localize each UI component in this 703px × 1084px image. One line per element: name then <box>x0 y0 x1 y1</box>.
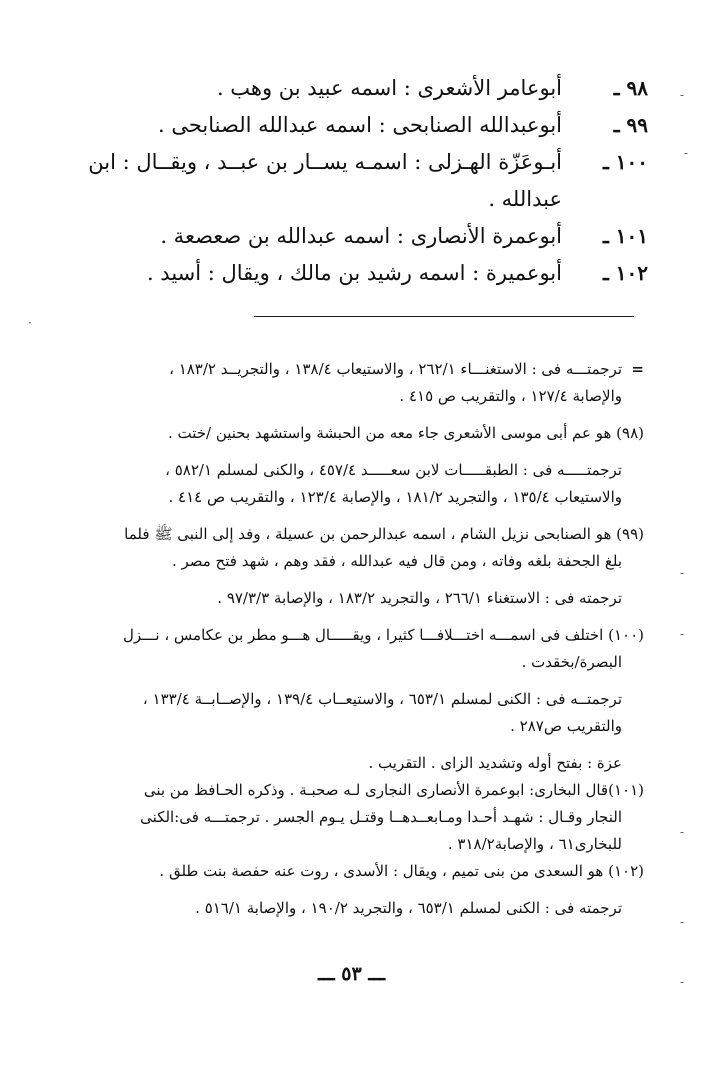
footnotes <box>96 356 644 922</box>
entry-text: أبوعامر الأشعرى : اسمه عبيد بن وهب . <box>216 76 562 100</box>
footnote-line: النجار وقـال : شهـد أحـدا ومـابعــدهــا وقتـل يـوم الجسر . ترجمتـــه فى:الكنى <box>140 808 622 826</box>
entry-number: ١٠٢ ـ <box>602 261 648 285</box>
entry-100-continuation: عبدالله . <box>488 187 562 211</box>
footnote-line: بلغ الجحفة بلغه وفاته ، ومن قال فيه عبدالله ، فقد وهم ، شهد فتح مصر . <box>171 552 622 570</box>
footnote-98: (٩٨) هو عم أبى موسى الأشعرى جاء معه من الحبشة واستشهد بحنين /ختت . <box>167 424 644 442</box>
margin-mark: · <box>28 316 32 330</box>
entry-text: أبوعبدالله الصنابحى : اسمه عبدالله الصنابحى . <box>158 113 562 137</box>
entry-text: أبـوعَزّة الهـزلى : اسمـه يســار بن عبــد ، ويقــال : ابن <box>88 150 562 174</box>
footnote-separator <box>254 316 634 317</box>
entry-99 <box>88 107 648 144</box>
footnote-line: والإصابة ١٢٧/٤ ، والتقريب ص ٤١٥ . <box>399 387 622 405</box>
page-number: ـــ ٥٣ ـــ <box>317 963 386 985</box>
margin-mark: - <box>680 825 685 839</box>
footnote-line: للبخارى٦١ ، والإصابة٣١٨/٢ . <box>447 835 622 853</box>
margin-mark: - <box>680 566 685 580</box>
footnote-102: (١٠٢) هو السعدى من بنى تميم ، ويقال : الأسدى ، روت عنه حفصة بنت طلق . <box>159 862 644 880</box>
entry-text: أبوعمرة الأنصارى : اسمه عبدالله بن صعصعة . <box>160 224 562 248</box>
footnote-100: (١٠٠) اختلف فى اسمـــه اختـــلافـــا كثيرا ، ويقـــــال هـــو مطر بن عكامس ، نـــزل <box>123 626 644 644</box>
footnote-line: ترجمته فى : الكنى لمسلم ٦٥٣/١ ، والتجريد ١٩٠/٢ ، والإصابة ٥١٦/١ . <box>195 899 622 917</box>
margin-mark: - <box>680 88 685 102</box>
footnote-line: ترجمتـــــه فى : الطبقـــــات لابن سعـــــد ٤٥٧/٤ ، والكنى لمسلم ٥٨٢/١ ، <box>165 461 622 479</box>
margin-mark: - <box>680 975 685 989</box>
entry-101 <box>88 218 648 255</box>
footnote-line: والتقريب ص٢٨٧ . <box>510 717 622 735</box>
footnote-line: عزة : بفتح أوله وتشديد الزاى . التقريب . <box>368 754 622 772</box>
entry-100 <box>88 144 648 181</box>
entry-number: ١٠١ ـ <box>602 224 648 248</box>
margin-mark: - <box>684 146 689 160</box>
footnote-line: ترجمتـــه فى : الاستغنـــاء ٢٦٢/١ ، والاستيعاب ١٣٨/٤ ، والتجريــد ١٨٣/٢ ، <box>169 360 622 378</box>
entry-102 <box>88 255 648 292</box>
footnote-101: (١٠١)قال البخارى: ابوعمرة الأنصارى النجارى لـه صحبـة . وذكره الحـافظ من بنى <box>143 781 644 799</box>
margin-mark: - <box>680 915 685 929</box>
margin-mark: - <box>680 627 685 641</box>
footnote-99: (٩٩) هو الصنابحى نزيل الشام ، اسمه عبدالرحمن بن عسيلة ، وفد إلى النبى ﷺ فلما <box>124 525 644 543</box>
footnote-continued <box>96 356 644 383</box>
entry-number: ٩٩ ـ <box>613 113 648 137</box>
entry-number: ١٠٠ ـ <box>602 150 648 174</box>
footnote-line: ترجمته فى : الاستغناء ٢٦٦/١ ، والتجريد ١٨٣/٢ ، والإصابة ٩٧/٣/٣ . <box>217 589 622 607</box>
entry-text: أبوعميرة : اسمه رشيد بن مالك ، ويقال : أسيد . <box>146 261 562 285</box>
continuation-mark: = <box>631 360 644 378</box>
entry-98 <box>88 70 648 107</box>
footnote-line: والاستيعاب ١٣٥/٤ ، والتجريد ١٨١/٢ ، والإصابة ١٢٣/٤ ، والتقريب ص ٤١٤ . <box>168 488 622 506</box>
entry-number: ٩٨ ـ <box>613 76 648 100</box>
footnote-line: ترجمتــه فى : الكنى لمسلم ٦٥٣/١ ، والاستيعــاب ١٣٩/٤ ، والإصــابــة ١٣٣/٤ ، <box>142 690 622 708</box>
footnote-line: البصرة/بخقدت . <box>521 653 622 671</box>
name-entries <box>88 70 648 292</box>
